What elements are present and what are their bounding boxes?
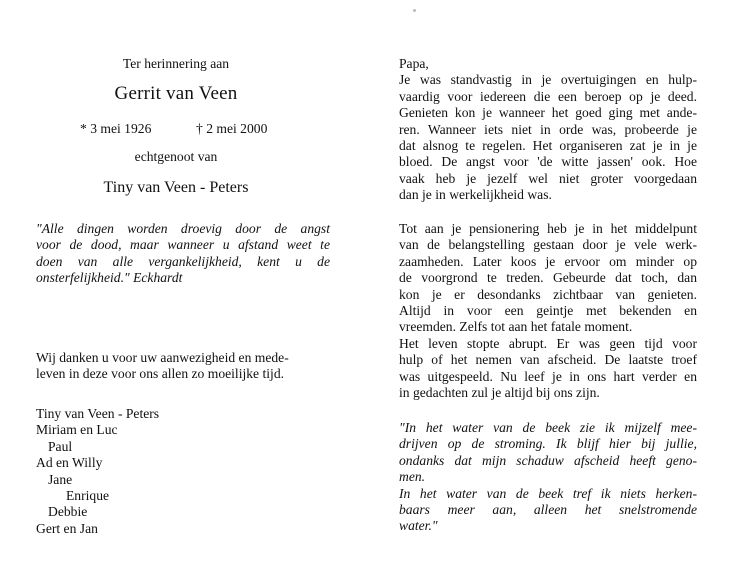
tribute-line: van de belangstelling gestaan door je vele werk- xyxy=(399,237,697,253)
tribute-line: Tot aan je pensionering heb je in het middelpunt xyxy=(399,221,697,236)
tribute-line: Genieten kon je wanneer het goed ging met ande- xyxy=(399,105,697,121)
poem-line: drijven op de stroming. Ik blijf hier bij jullie, xyxy=(399,436,697,452)
deceased-name: Gerrit van Veen xyxy=(114,83,238,104)
poem-line: In het water van de beek tref ik niets herken- xyxy=(399,485,697,501)
tribute-line: Papa, xyxy=(399,56,429,71)
intro-text: Ter herinnering aan xyxy=(122,56,230,71)
family-member: Ad en Willy xyxy=(36,455,103,471)
birth-date: * 3 mei 1926 xyxy=(80,121,152,136)
tribute-paragraph-1 xyxy=(399,56,697,204)
quote-block xyxy=(36,221,330,287)
poem-line: water." xyxy=(399,518,438,534)
tribute-line: dat alsnog te regelen. Het organiseren zat je in je xyxy=(399,137,697,153)
tribute-line: vaak heb je jezelf wel niet groter voorgedaan xyxy=(399,170,697,186)
family-member: Debbie xyxy=(48,504,88,520)
tribute-line: in gedachten zul je altijd bij ons zijn. xyxy=(399,384,600,400)
family-member: Paul xyxy=(48,438,73,454)
tribute-line: was uitgespeeld. Nu leef je in ons hart verder en xyxy=(399,368,697,384)
death-date: † 2 mei 2000 xyxy=(196,121,268,136)
poem-block xyxy=(399,420,697,535)
family-member: Gert en Jan xyxy=(36,520,98,536)
quote-line: "Alle dingen worden droevig door de angst xyxy=(36,221,330,236)
poem-line: ondanks dat mijn schaduw afscheid heeft geno- xyxy=(399,452,697,468)
tribute-paragraph-2 xyxy=(399,221,697,401)
tribute-line: ren. Wanneer iets niet in orde was, probeerde je xyxy=(399,121,697,137)
tribute-line: Het leven stopte abrupt. Er was geen tijd voor xyxy=(399,335,697,351)
poem-line: men. xyxy=(399,469,426,485)
tribute-line: vreemden. Zelfs tot aan het fatale moment. xyxy=(399,319,633,335)
tribute-line: vaardig voor iedereen die een beroep op je deed. xyxy=(399,88,697,104)
family-member: Miriam en Luc xyxy=(36,422,118,438)
tribute-line: kon je er desondanks zichtbaar van genieten. xyxy=(399,286,697,302)
family-list xyxy=(36,406,159,537)
quote-line: onsterfelijkheid." Eckhardt xyxy=(36,270,183,286)
tribute-line: Altijd in voor een geintje met bekenden en xyxy=(399,302,697,318)
tribute-line: bloed. De angst voor 'de witte jassen' ook. Hoe xyxy=(399,154,697,170)
poem-line: baars meer aan, alleen het snelstromende xyxy=(399,501,697,517)
tribute-line: zaamheden. Later koos je ervoor om minder op xyxy=(399,253,697,269)
tribute-line: de voorgrond te treden. Gebeurde dat toch, dan xyxy=(399,270,697,286)
scan-speck xyxy=(413,9,416,12)
tribute-line: hulp of het nemen van afscheid. De laatste troef xyxy=(399,352,697,368)
poem-line: "In het water van de beek zie ik mijzelf mee- xyxy=(399,420,697,435)
thanks-block xyxy=(36,350,330,383)
family-member: Jane xyxy=(48,471,73,487)
spouse-label: echtgenoot van xyxy=(134,149,218,164)
quote-line: voor de dood, maar wanneer u afstand weet te xyxy=(36,237,330,253)
thanks-line: leven in deze voor ons allen zo moeilijke tijd. xyxy=(36,366,285,382)
tribute-line: Je was standvastig in je overtuigingen en hulp- xyxy=(399,72,697,88)
tribute-line: dan je in werkelijkheid was. xyxy=(399,187,552,203)
family-member: Enrique xyxy=(66,487,110,503)
family-member: Tiny van Veen - Peters xyxy=(36,406,160,421)
thanks-line: Wij danken u voor uw aanwezigheid en mede- xyxy=(36,350,289,365)
spouse-name: Tiny van Veen - Peters xyxy=(103,179,249,196)
quote-line: doen van alle vergankelijkheid, kent u de xyxy=(36,253,330,269)
